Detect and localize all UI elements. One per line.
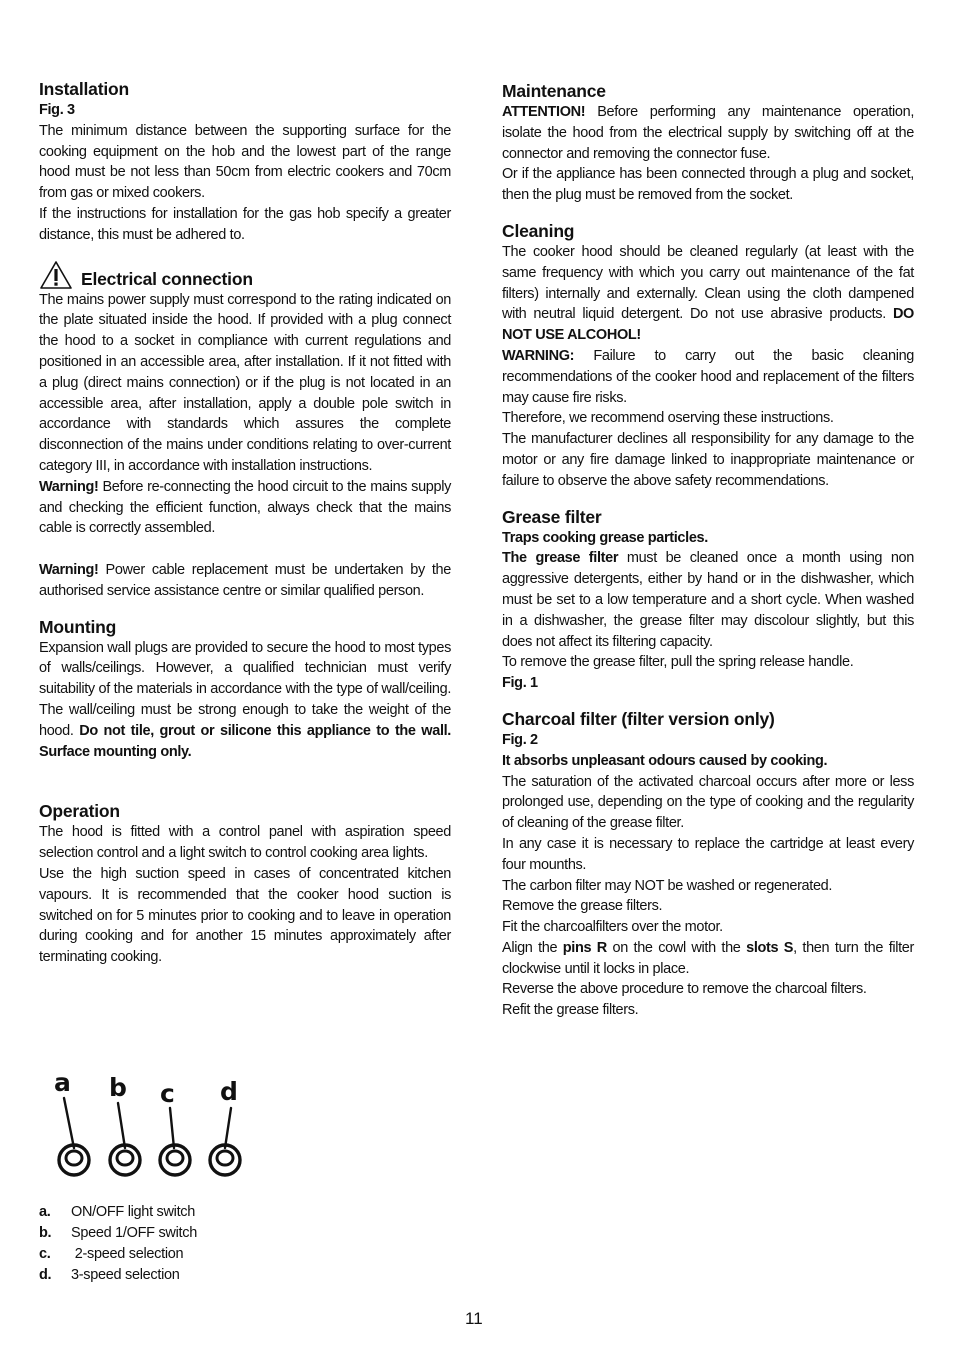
grease-bold: The grease filter <box>502 550 619 567</box>
installation-para-2: If the instructions for installation for the gas hob specify a greater distance, this must be adhered to. <box>39 205 451 243</box>
operation-heading: Operation <box>39 801 120 822</box>
knob-letter-c: c <box>160 1079 175 1108</box>
electrical-heading-row <box>39 260 451 290</box>
cleaning-para-4: The manufacturer declines all responsibility for any damage to the motor or any fire damage linked to inappropriate maintenance or failure to observe the above safety recommendations. <box>502 431 914 489</box>
charcoal-fig-ref: Fig. 2 <box>502 731 538 748</box>
knob-pointer-b <box>118 1103 125 1148</box>
mounting-text: Expansion wall plugs are provided to secure the hood to most types of walls/ceilings. However, a qualified technician must verify suitability of the materials in accordance with the type of wall/ceiling. The wall/ceiling must be strong enough to take the weight of the hood. <box>39 639 451 739</box>
charcoal-para-1: The saturation of the activated charcoal occurs after more or less prolonged use, depending on the type of cooking and the regularity of cleaning of the grease filter. <box>502 773 914 832</box>
knob-pointer-a <box>64 1098 74 1148</box>
knob-pointer-d <box>225 1108 231 1148</box>
charcoal-text: on the cowl with the <box>606 939 747 956</box>
operation-para-1: The hood is fitted with a control panel with aspiration speed selection control and a light switch to control cooking area lights. <box>39 824 451 862</box>
mounting-bold-text: Do not tile, grout or silicone this appliance to the wall. Surface mounting only. <box>39 722 451 760</box>
charcoal-para-3: The carbon filter may NOT be washed or regenerated. <box>502 877 833 894</box>
attention-label: ATTENTION! <box>502 104 586 120</box>
warning-text: Before re-connecting the hood circuit to the mains supply and checking the efficient function, always check that the mains cable is correctly assembled. <box>39 478 451 537</box>
charcoal-para-5: Fit the charcoalfilters over the motor. <box>502 919 723 936</box>
electrical-heading: Electrical connection <box>81 268 253 289</box>
legend-item <box>39 1244 197 1265</box>
mounting-heading: Mounting <box>39 616 117 637</box>
maintenance-para-2: Or if the appliance has been connected through a plug and socket, then the plug must be removed from the socket. <box>502 166 914 204</box>
legend-text: 2-speed selection <box>71 1246 184 1262</box>
charcoal-text: , then turn the filter clockwise until it locks in place. <box>502 939 914 977</box>
cleaning-para-1 <box>502 242 914 346</box>
cleaning-para-3: Therefore, we recommend oserving these instructions. <box>502 410 834 427</box>
charcoal-para-7: Reverse the above procedure to remove the charcoal filters. <box>502 981 867 998</box>
knob-d-icon <box>210 1145 240 1175</box>
grease-para-2: To remove the grease filter, pull the spring release handle. <box>502 654 854 671</box>
warning-label: Warning! <box>39 561 99 578</box>
charcoal-para-6 <box>502 938 914 980</box>
cleaning-warning <box>502 346 914 408</box>
legend-item <box>39 1223 197 1244</box>
warning-label: WARNING: <box>502 347 575 364</box>
electrical-warning-2 <box>39 560 451 602</box>
maintenance-text: Before performing any maintenance operation, isolate the hood from the electrical supply by switching off at the connector and removing the connector fuse. <box>502 104 914 162</box>
grease-para-1 <box>502 548 914 652</box>
warning-label: Warning! <box>39 478 99 495</box>
electrical-para-1: The mains power supply must correspond to the rating indicated on the plate situated inside the hood. If provided with a plug connect the hood to a socket in compliance with current regulations and positioned in an accessible area, after installation. If it not fitted with a plug (direct mains connection) or if the plug is not located in an accessible area, after installation, apply a double pole switch in accordance with standards which assures the complete disconnection of the mains under conditions relating to over-current category III, in accordance with installation instructions. <box>39 291 451 474</box>
charcoal-para-8: Refit the grease filters. <box>502 1002 639 1019</box>
operation-para-2: Use the high suction speed in cases of concentrated kitchen vapours. It is recommended that the cooker hood suction is switched on for 5 minutes prior to cooking and to leave in operation during cooking and for another 15 minutes approximately after terminating cooking. <box>39 865 451 966</box>
knob-pointer-c <box>170 1108 174 1148</box>
warning-text: Failure to carry out the basic cleaning recommendations of the cooker hood and replacement of the filters may cause fire risks. <box>502 347 914 406</box>
legend-item <box>39 1202 197 1223</box>
grease-heading: Grease filter <box>502 506 602 527</box>
grease-subtitle: Traps cooking grease particles. <box>502 529 708 546</box>
controls-legend <box>39 1202 197 1286</box>
right-column <box>502 80 914 1021</box>
charcoal-para-4: Remove the grease filters. <box>502 898 663 915</box>
legend-text: 3-speed selection <box>71 1267 180 1283</box>
warning-text: Power cable replacement must be undertaken by the authorised service assistance centre or similar qualified person. <box>39 561 451 599</box>
knob-letter-b: b <box>109 1073 127 1102</box>
grease-text: must be cleaned once a month using non aggressive detergents, either by hand or in the dishwasher, which must be set to a low temperature and a short cycle. When washed in a dishwasher, the grease filter may discolour slightly, but this does not affect its filtering capacity. <box>502 550 914 650</box>
legend-key: d. <box>39 1267 52 1283</box>
legend-item <box>39 1265 197 1286</box>
grease-fig-ref: Fig. 1 <box>502 675 538 692</box>
knob-letter-a: a <box>54 1068 71 1097</box>
charcoal-para-2: In any case it is necessary to replace the cartridge at least every four mounths. <box>502 835 914 873</box>
installation-fig-ref: Fig. 3 <box>39 102 75 118</box>
warning-triangle-icon <box>39 260 73 290</box>
cleaning-text: The cooker hood should be cleaned regularly (at least with the same frequency with which you carry out maintenance of the fat filters) internally and externally. Clean using the cloth dampened with neutral liquid detergent. Do not use abrasive products. <box>502 243 914 323</box>
knob-a-icon <box>59 1145 89 1175</box>
legend-key: c. <box>39 1246 51 1262</box>
knob-c-icon <box>160 1145 190 1175</box>
page-number: 11 <box>465 1309 483 1328</box>
charcoal-heading: Charcoal filter (filter version only) <box>502 708 775 729</box>
cleaning-bold: DO NOT USE ALCOHOL! <box>502 306 914 344</box>
mounting-para <box>39 638 451 763</box>
cleaning-heading: Cleaning <box>502 220 575 241</box>
electrical-warning-1 <box>39 477 451 539</box>
legend-text: ON/OFF light switch <box>71 1204 196 1220</box>
maintenance-heading: Maintenance <box>502 81 606 101</box>
legend-text: Speed 1/OFF switch <box>71 1225 197 1241</box>
installation-heading: Installation <box>39 79 129 99</box>
left-column <box>39 78 451 968</box>
maintenance-para-1 <box>502 102 914 164</box>
knob-letter-d: d <box>220 1077 238 1106</box>
knob-b-icon <box>110 1145 140 1175</box>
pins-label: pins R <box>562 939 607 956</box>
legend-key: b. <box>39 1225 52 1241</box>
charcoal-text: Align the <box>502 939 563 956</box>
installation-para-1: The minimum distance between the supporting surface for the cooking equipment on the hob and the lowest part of the range hood must be not less than 50cm from electric cookers and 70cm from gas or mixed cookers. <box>39 122 451 202</box>
control-panel-figure <box>50 1068 250 1186</box>
legend-key: a. <box>39 1204 51 1220</box>
knob-group <box>59 1145 240 1175</box>
slots-label: slots S <box>746 939 794 956</box>
charcoal-subtitle: It absorbs unpleasant odours caused by cooking. <box>502 752 828 769</box>
